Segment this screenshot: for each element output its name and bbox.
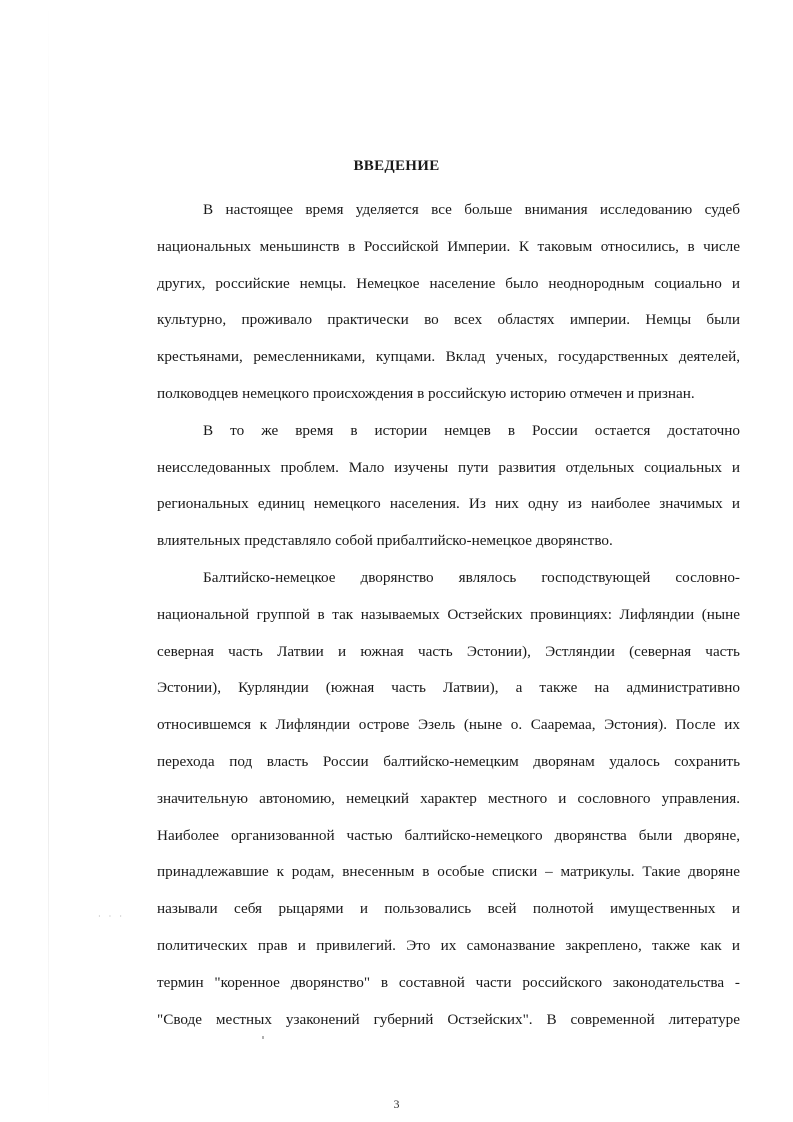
- text-line: принадлежавшие к родам, внесенным в особые списки – матрикулы. Такие дворяне: [157, 863, 740, 881]
- text-line: полководцев немецкого происхождения в российскую историю отмечен и признан.: [157, 384, 695, 402]
- text-line: крестьянами, ремесленниками, купцами. Вклад ученых, государственных деятелей,: [157, 348, 740, 366]
- page-number: 3: [393, 1097, 400, 1111]
- scan-speckles: · · ·: [98, 912, 125, 921]
- text-line: В настоящее время уделяется все больше внимания исследованию судеб: [203, 201, 740, 218]
- text-line: влиятельных представляло собой прибалтийско-немецкое дворянство.: [157, 532, 613, 550]
- text-line: "Своде местных узаконений губерний Остзейских". В современной литературе: [157, 1010, 740, 1028]
- text-line: Балтийско-немецкое дворянство являлось господствующей сословно-: [203, 568, 740, 586]
- text-line: национальной группой в так называемых Остзейских провинциях: Лифляндии (ныне: [157, 605, 740, 623]
- text-line: северная часть Латвии и южная часть Эстонии), Эстляндии (северная часть: [157, 642, 740, 660]
- text-line: термин "коренное дворянство" в составной части российского законодательства -: [157, 973, 740, 991]
- text-line: политических прав и привилегий. Это их самоназвание закреплено, также как и: [157, 936, 740, 954]
- text-line: В то же время в истории немцев в России остается достаточно: [203, 421, 740, 439]
- text-line: региональных единиц немецкого населения. Из них одну из наиболее значимых и: [157, 495, 740, 513]
- text-line: других, российские немцы. Немецкое население было неоднородным социально и: [157, 274, 740, 292]
- text-line: значительную автономию, немецкий характер местного и сословного управления.: [157, 789, 740, 807]
- text-line: неисследованных проблем. Мало изучены пути развития отдельных социальных и: [157, 458, 740, 476]
- text-line: называли себя рыцарями и пользовались всей полнотой имущественных и: [157, 900, 740, 918]
- text-line: относившемся к Лифляндии острове Эзель (ныне о. Сааремаа, Эстония). После их: [157, 716, 740, 734]
- text-line: Наиболее организованной частью балтийско-немецкого дворянства были дворяне,: [157, 826, 740, 844]
- text-line: перехода под власть России балтийско-немецким дворянам удалось сохранить: [157, 752, 740, 770]
- page-heading: ВВЕДЕНИЕ: [353, 158, 440, 174]
- text-line: культурно, проживало практически во всех областях империи. Немцы были: [157, 311, 740, 329]
- text-line: Эстонии), Курляндии (южная часть Латвии), а также на административно: [157, 679, 740, 697]
- text-line: национальных меньшинств в Российской Империи. К таковым относились, в числе: [157, 237, 740, 255]
- body-text: [157, 192, 740, 1038]
- scan-mark: [262, 1036, 264, 1039]
